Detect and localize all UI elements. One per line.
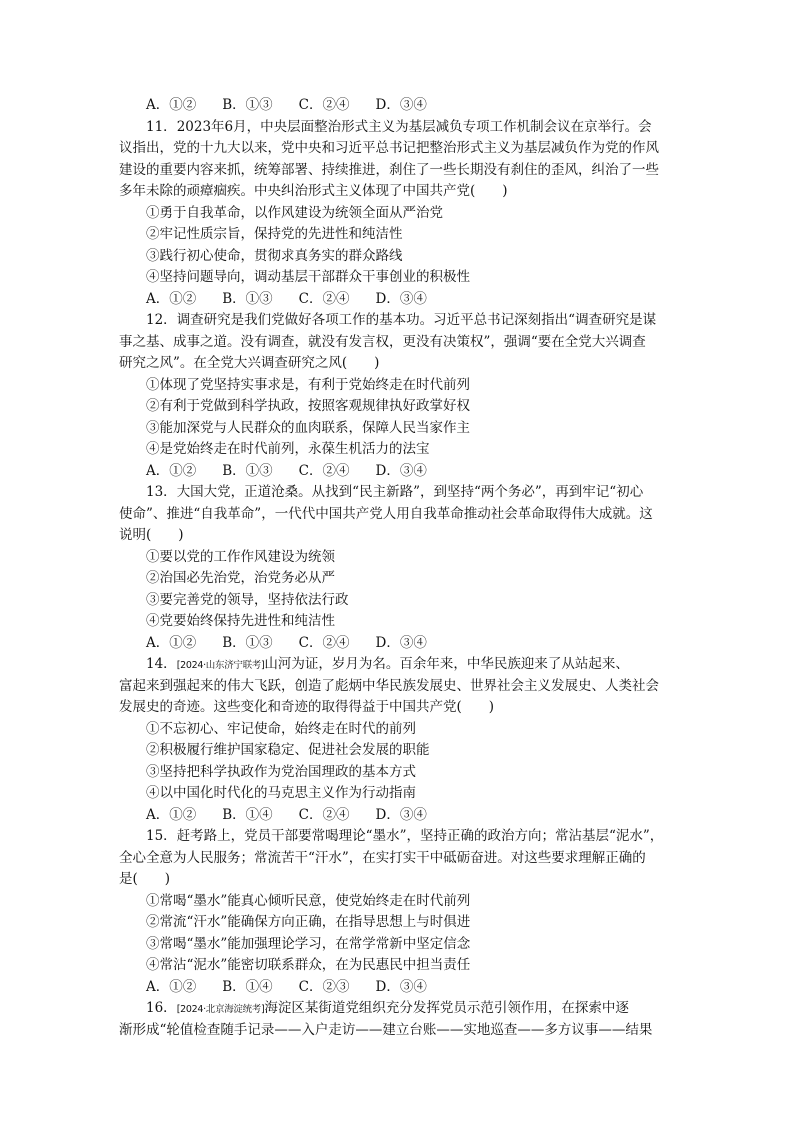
- q12-option-2: ②有利于党做到科学执政，按照客观规律执好政掌好权: [146, 398, 470, 414]
- q14-stem-line-1: 14．[2024·山东济宁联考]山河为证，岁月为名。百余年来，中华民族迎来了从站起来、: [146, 656, 629, 672]
- q10-answer-row: [119, 95, 679, 117]
- question-13: [119, 482, 679, 654]
- q14-answer-a: A．①②: [146, 806, 197, 823]
- q12-answer-a: A．①②: [146, 462, 197, 479]
- q12-answer-b: B．①③: [222, 462, 273, 479]
- q11-stem-line-2: 议指出，党的十九大以来，党中央和习近平总书记把整治形式主义为基层减负作为党的作风: [119, 140, 659, 156]
- q12-stem-line-2: 事之基、成事之道。没有调查，就没有发言权，更没有决策权”，强调“要在全党大兴调查: [119, 333, 646, 350]
- q15-number: 15．: [146, 828, 177, 844]
- q11-option-3: ③践行初心使命，贯彻求真务实的群众路线: [146, 247, 403, 264]
- q13-option-4: ④党要始终保持先进性和纯洁性: [146, 613, 335, 629]
- q12-option-4: ④是党始终走在时代前列，永葆生机活力的法宝: [146, 441, 430, 457]
- q15-stem-line-2: 全心全意为人民服务；常流苦干“汗水”，在实打实干中砥砺奋进。对这些要求理解正确的: [119, 849, 646, 866]
- q13-answer-b: B．①③: [222, 634, 273, 651]
- q15-option-2: ②常流“汗水”能确保方向正确，在指导思想上与时俱进: [146, 914, 471, 930]
- q10-answer-a: A．①②: [146, 97, 197, 113]
- page-content: [119, 95, 679, 1041]
- q13-answer-a: A．①②: [146, 634, 197, 651]
- q11-stem-line-3: 建设的重要内容来抓，统筹部署、持续推进，刹住了一些长期没有刹住的歪风，纠治了一些: [119, 161, 659, 178]
- q13-answer-row: [119, 633, 679, 655]
- q12-answer-row: [119, 461, 679, 483]
- q14-stem-line-2: 富起来到强起来的伟大飞跃，创造了彪炳中华民族发展史、世界社会主义发展史、人类社会: [119, 677, 659, 694]
- q14-option-3: ③坚持把科学执政作为党治国理政的基本方式: [146, 763, 416, 780]
- q16-stem-line-2: 渐形成“轮值检查随手记录——入户走访——建立台账——实地巡查——多方议事——结果: [119, 1021, 653, 1038]
- q15-option-4: ④常沾“泥水”能密切联系群众，在为民惠民中担当责任: [146, 957, 471, 973]
- q13-stem-line-3: 说明( ): [119, 527, 184, 543]
- q11-answer-b: B．①③: [222, 290, 273, 307]
- q13-stem-line-1: 13．大国大党，正道沧桑。从找到“民主新路”，到坚持“两个务必”，再到牢记“初心: [146, 484, 644, 500]
- q10-answer-d: D．③④: [375, 97, 427, 113]
- q11-option-2: ②牢记性质宗旨，保持党的先进性和纯洁性: [146, 226, 403, 242]
- q13-answer-c: C．②④: [298, 634, 350, 651]
- q14-answer-c: C．②④: [298, 806, 350, 823]
- q14-source-tag: [2024·山东济宁联考]: [176, 660, 265, 671]
- q12-stem-line-1: 12．调查研究是我们党做好各项工作的基本功。习近平总书记深刻指出“调查研究是谋: [146, 312, 657, 328]
- q10-answer-c: C．②④: [298, 97, 350, 113]
- q12-answer-d: D．③④: [375, 462, 427, 479]
- q13-option-2: ②治国必先治党，治党务必从严: [146, 570, 335, 586]
- q11-answer-row: [119, 289, 679, 311]
- q15-answer-a: A．①②: [146, 978, 197, 995]
- q15-answer-c: C．②③: [298, 978, 350, 995]
- q14-answer-d: D．③④: [375, 806, 427, 823]
- q12-option-3: ③能加深党与人民群众的血肉联系，保障人民当家作主: [146, 419, 470, 436]
- q11-option-1: ①勇于自我革命，以作风建设为统领全面从严治党: [146, 204, 443, 221]
- q10-answer-b: B．①③: [222, 97, 273, 113]
- q16-stem-line-1: 16．[2024·北京海淀统考]海淀区某街道党组织充分发挥党员示范引领作用，在探索中逐: [146, 1000, 629, 1016]
- q14-stem-line-3: 发展史的奇迹。这些变化和奇迹的取得得益于中国共产党( ): [119, 699, 495, 715]
- question-15: [119, 826, 679, 998]
- q16-source-tag: [2024·北京海淀统考]: [176, 1004, 265, 1015]
- q11-number: 11．: [146, 118, 177, 135]
- q14-option-4: ④以中国化时代化的马克思主义作为行动指南: [146, 785, 416, 801]
- q14-answer-b: B．①④: [222, 806, 273, 823]
- q13-stem-line-2: 使命”、推进“自我革命”，一代代中国共产党人用自我革命推动社会革命取得伟大成就。这: [119, 505, 653, 522]
- q15-stem-line-1: 15．赶考路上，党员干部要常喝理论“墨水”，坚持正确的政治方向；常沾基层“泥水”，: [146, 828, 664, 844]
- q11-answer-a: A．①②: [146, 290, 197, 307]
- q14-number: 14．: [146, 656, 177, 672]
- q13-option-1: ①要以党的工作作风建设为统领: [146, 548, 335, 565]
- q11-answer-d: D．③④: [375, 290, 427, 307]
- q15-answer-row: [119, 977, 679, 999]
- q11-stem-line-4: 多年未除的顽瘴痼疾。中央纠治形式主义体现了中国共产党( ): [119, 183, 508, 199]
- q14-option-2: ②积极履行维护国家稳定、促进社会发展的职能: [146, 742, 430, 758]
- q16-number: 16．: [146, 1000, 177, 1016]
- question-12: [119, 310, 679, 482]
- q13-number: 13．: [146, 484, 177, 500]
- q12-answer-c: C．②④: [298, 462, 350, 479]
- q15-option-3: ③常喝“墨水”能加强理论学习，在常学常新中坚定信念: [146, 935, 471, 952]
- q11-option-4: ④坚持问题导向，调动基层干部群众干事创业的积极性: [146, 269, 470, 285]
- q13-answer-d: D．③④: [375, 634, 427, 651]
- q14-option-1: ①不忘初心、牢记使命，始终走在时代的前列: [146, 720, 416, 737]
- q15-stem-line-3: 是( ): [119, 871, 171, 887]
- q11-answer-c: C．②④: [298, 290, 350, 307]
- q12-option-1: ①体现了党坚持实事求是，有利于党始终走在时代前列: [146, 376, 470, 393]
- q12-stem-line-3: 研究之风”。在全党大兴调查研究之风( ): [119, 355, 380, 371]
- q13-option-3: ③要完善党的领导，坚持依法行政: [146, 591, 349, 608]
- q15-answer-b: B．①④: [222, 978, 273, 995]
- question-11: [119, 117, 679, 311]
- question-16: [119, 998, 679, 1041]
- question-14: [119, 654, 679, 826]
- q15-option-1: ①常喝“墨水”能真心倾听民意，使党始终走在时代前列: [146, 892, 471, 909]
- q15-answer-d: D．③④: [375, 978, 427, 995]
- q12-number: 12．: [146, 312, 177, 328]
- q14-answer-row: [119, 805, 679, 827]
- q11-stem-line-1: 11．2023年6月，中央层面整治形式主义为基层减负专项工作机制会议在京举行。会: [146, 118, 652, 135]
